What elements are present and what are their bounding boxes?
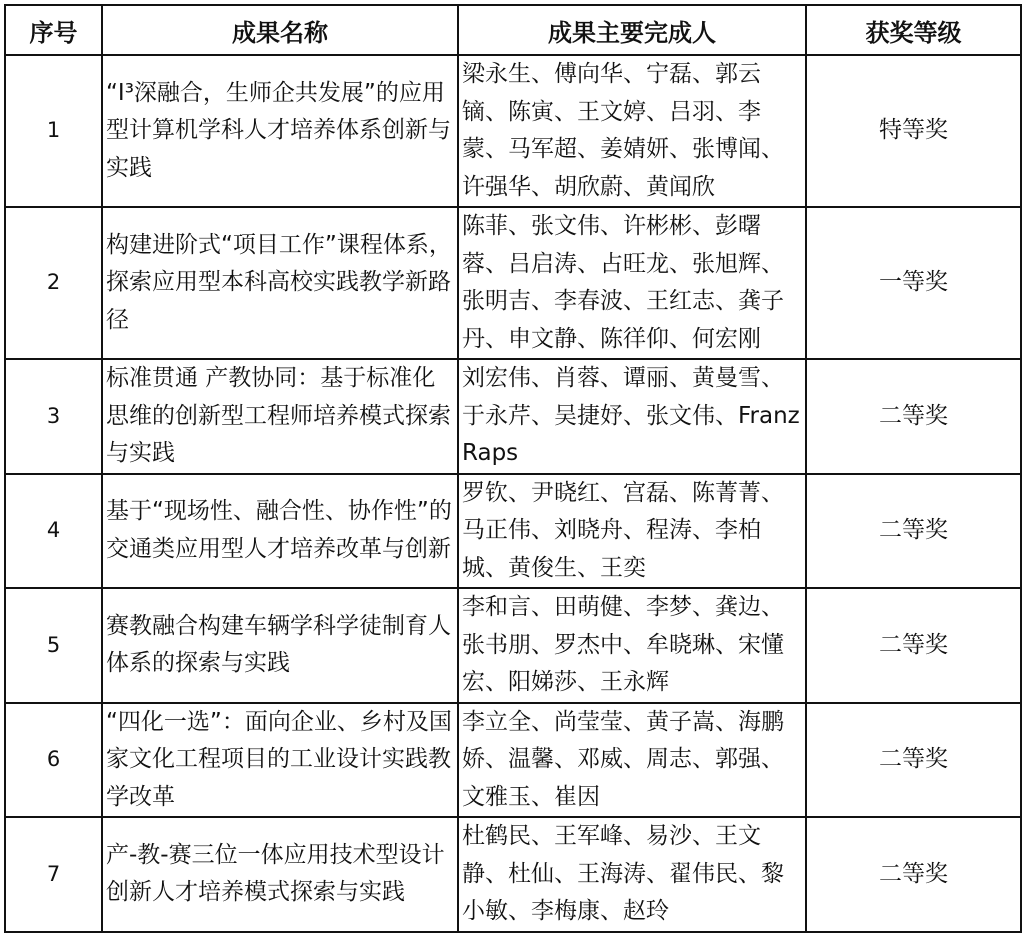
achievement-name: 标准贯通 产教协同：基于标准化思维的创新型工程师培养模式探索与实践 [102, 359, 458, 474]
table-row [5, 207, 1021, 359]
completers: 陈菲、张文伟、许彬彬、彭曙蓉、吕启涛、占旺龙、张旭辉、张明吉、李春波、王红志、龚子丹、申文静、陈徉仰、何宏刚 [458, 207, 806, 359]
achievement-name: “I³深融合，生师企共发展”的应用型计算机学科人才培养体系创新与实践 [102, 55, 458, 207]
header-name: 成果名称 [102, 5, 458, 55]
table-row [5, 55, 1021, 207]
award-level: 二等奖 [806, 359, 1021, 474]
table-row [5, 588, 1021, 703]
award-level: 一等奖 [806, 207, 1021, 359]
row-number: 3 [5, 359, 102, 474]
achievement-name: 产-教-赛三位一体应用技术型设计创新人才培养模式探索与实践 [102, 817, 458, 932]
row-number: 1 [5, 55, 102, 207]
table-row [5, 359, 1021, 474]
row-number: 5 [5, 588, 102, 703]
completers: 梁永生、傅向华、宁磊、郭云镝、陈寅、王文婷、吕羽、李蒙、马军超、姜婧妍、张博闻、许强华、胡欣蔚、黄闻欣 [458, 55, 806, 207]
row-number: 6 [5, 703, 102, 818]
achievement-name: 赛教融合构建车辆学科学徒制育人体系的探索与实践 [102, 588, 458, 703]
row-number: 4 [5, 474, 102, 589]
achievement-name: “四化一选”：面向企业、乡村及国家文化工程项目的工业设计实践教学改革 [102, 703, 458, 818]
achievement-name: 基于“现场性、融合性、协作性”的交通类应用型人才培养改革与创新 [102, 474, 458, 589]
row-number: 7 [5, 817, 102, 932]
completers: 刘宏伟、肖蓉、谭丽、黄曼雪、于永芹、吴捷妤、张文伟、Franz Raps [458, 359, 806, 474]
header-row [5, 5, 1021, 55]
award-level: 特等奖 [806, 55, 1021, 207]
completers: 罗钦、尹晓红、宫磊、陈菁菁、马正伟、刘晓舟、程涛、李柏城、黄俊生、王奕 [458, 474, 806, 589]
table-row [5, 703, 1021, 818]
table-row [5, 474, 1021, 589]
achievement-name: 构建进阶式“项目工作”课程体系，探索应用型本科高校实践教学新路径 [102, 207, 458, 359]
award-level: 二等奖 [806, 817, 1021, 932]
award-level: 二等奖 [806, 703, 1021, 818]
header-people: 成果主要完成人 [458, 5, 806, 55]
row-number: 2 [5, 207, 102, 359]
table-row [5, 817, 1021, 932]
awards-table [4, 4, 1022, 933]
header-num: 序号 [5, 5, 102, 55]
completers: 杜鹤民、王军峰、易沙、王文静、杜仙、王海涛、翟伟民、黎小敏、李梅康、赵玲 [458, 817, 806, 932]
award-level: 二等奖 [806, 474, 1021, 589]
award-level: 二等奖 [806, 588, 1021, 703]
completers: 李立全、尚莹莹、黄子嵩、海鹏娇、温馨、邓威、周志、郭强、文雅玉、崔因 [458, 703, 806, 818]
completers: 李和言、田萌健、李梦、龚边、张书朋、罗杰中、牟晓琳、宋懂宏、阳娣莎、王永辉 [458, 588, 806, 703]
header-award: 获奖等级 [806, 5, 1021, 55]
